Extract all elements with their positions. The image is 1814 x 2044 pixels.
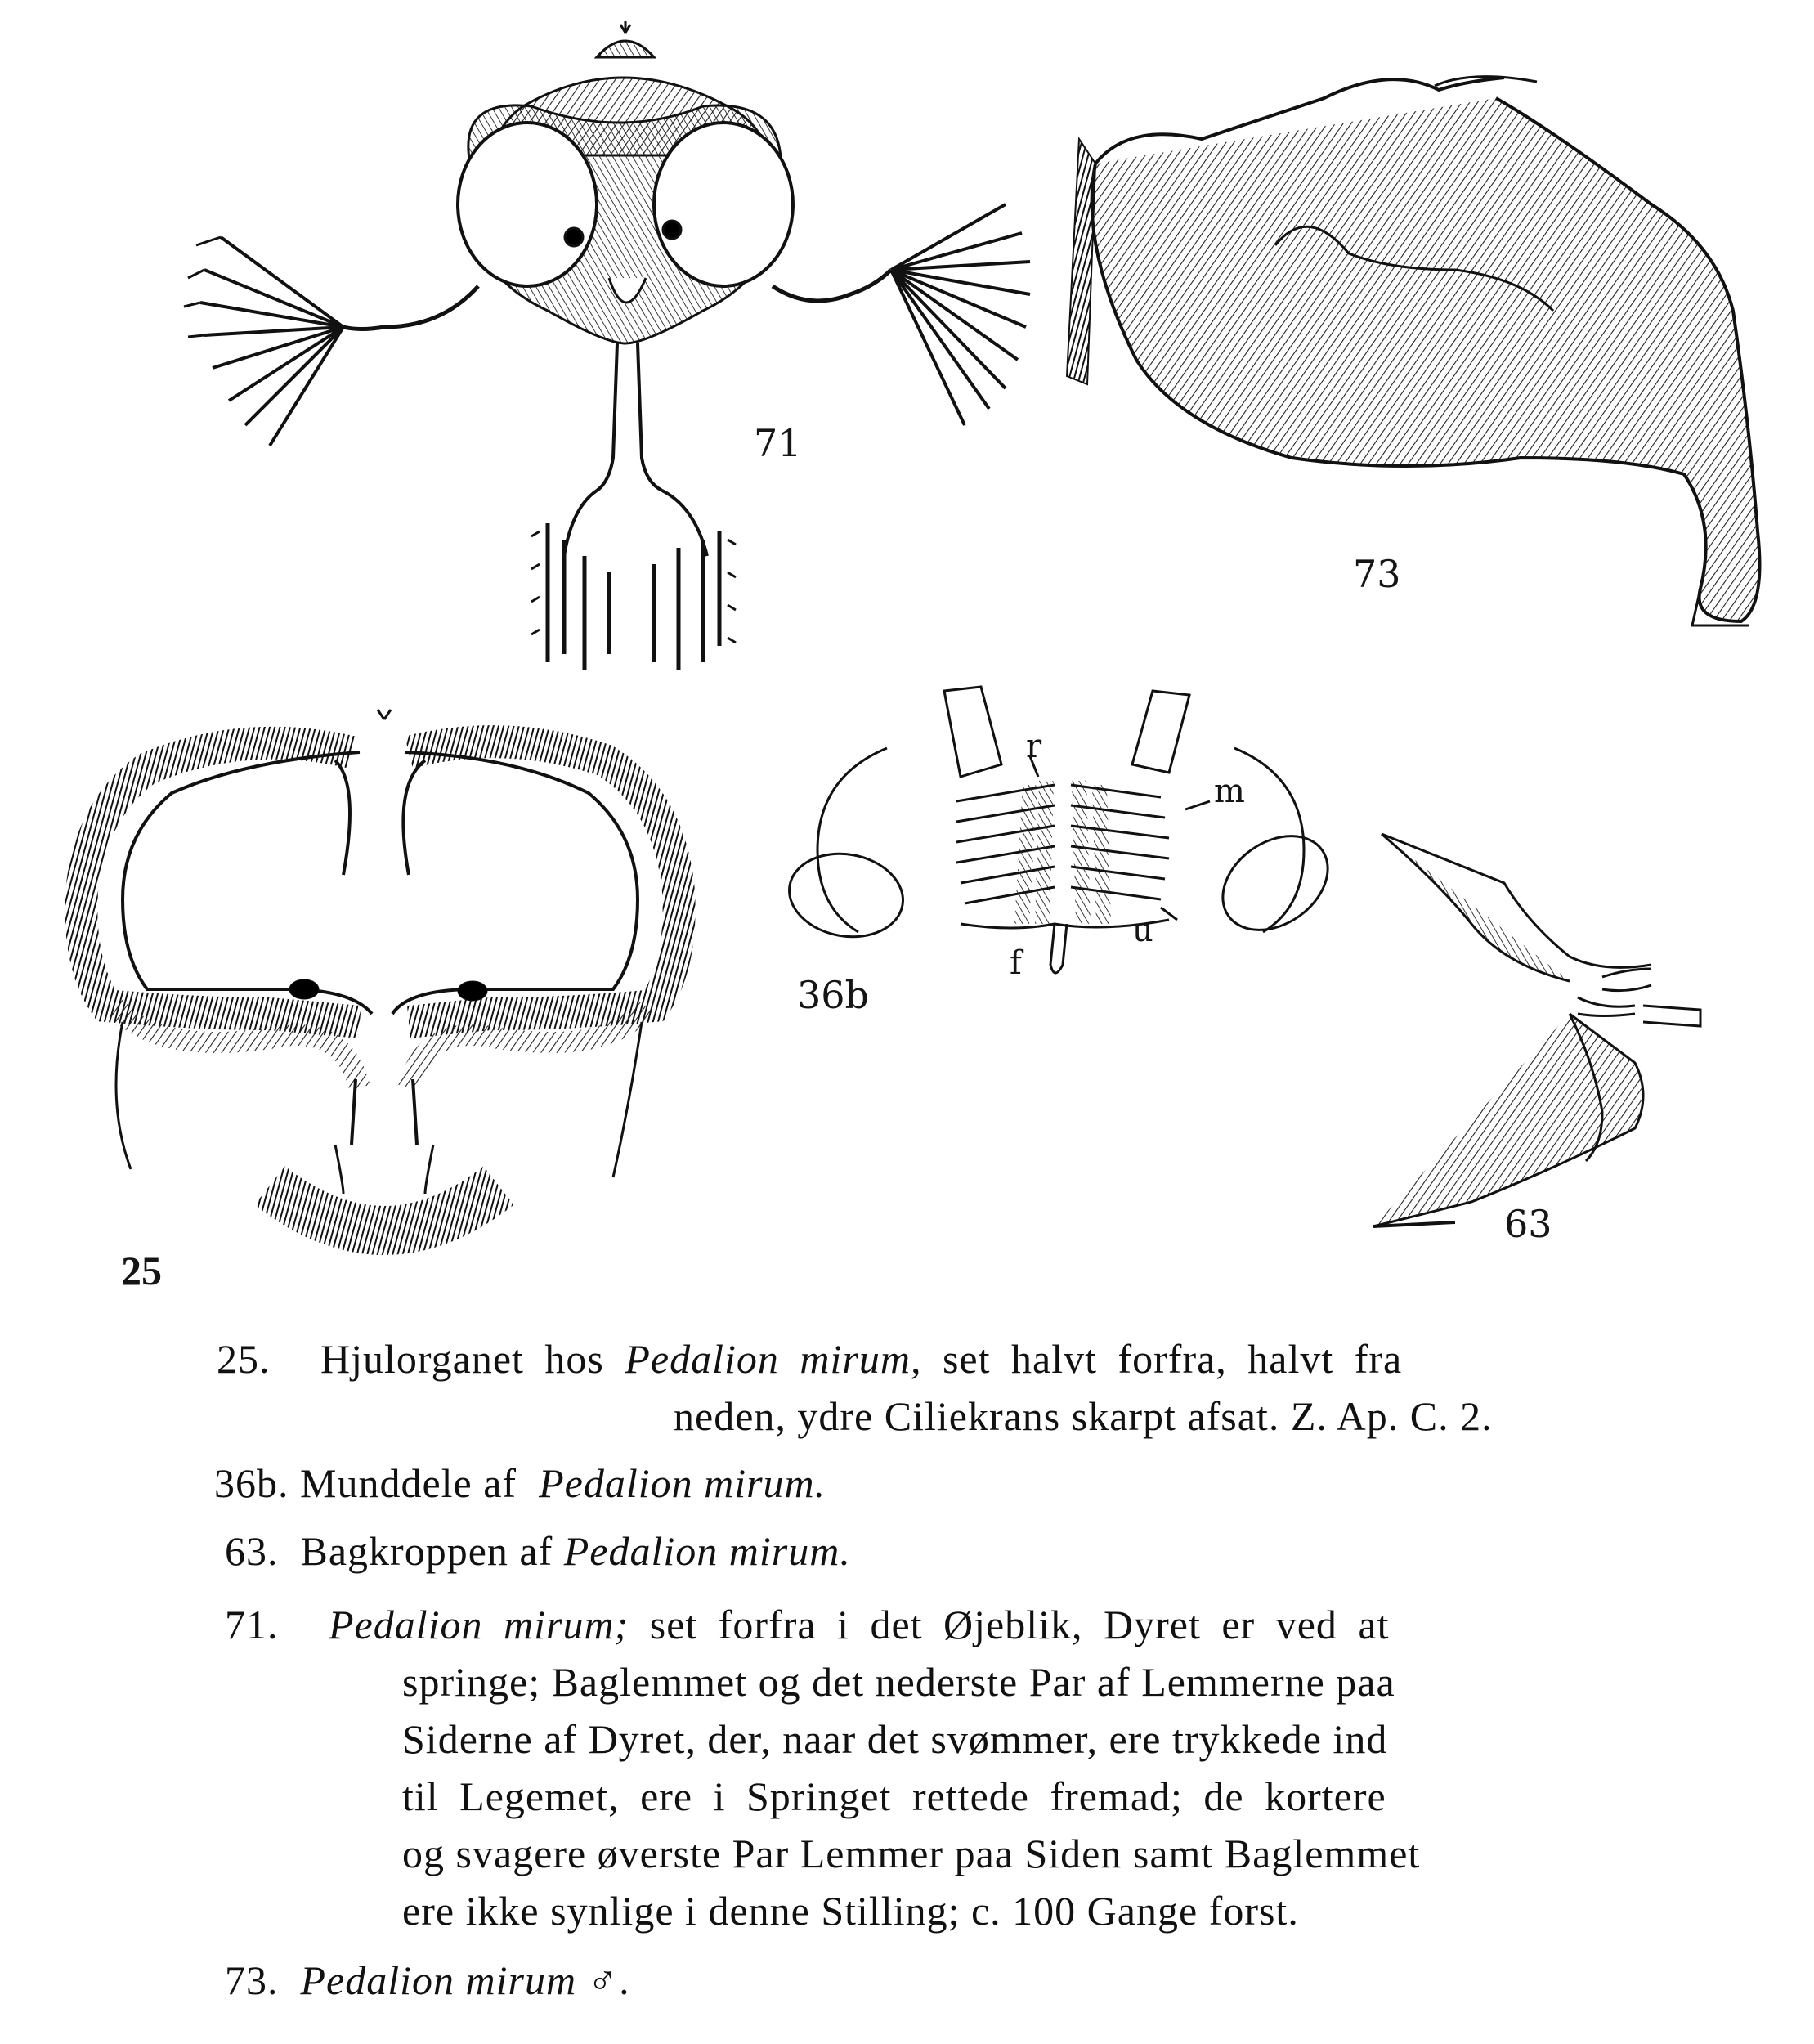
caption-25-number: 25.	[217, 1336, 271, 1382]
caption-63-number: 63.	[225, 1528, 279, 1574]
caption-71-text: set forfra i det Øjeblik, Dyret er ved at	[649, 1602, 1390, 1647]
figure-73-label: 73	[1353, 552, 1401, 596]
figure-36b-letter-u: u	[1132, 912, 1153, 949]
caption-73-species: Pedalion mirum	[300, 1957, 577, 2003]
figure-36b-letter-r: r	[1026, 728, 1042, 765]
caption-71-species: Pedalion mirum;	[329, 1602, 629, 1647]
caption-73-male-symbol: ♂.	[587, 1957, 630, 2003]
caption-71-line3: Siderne af Dyret, der, naar det svømmer, ere trykkede ind	[402, 1716, 1388, 1762]
caption-71-line4: til Legemet, ere i Springet rettede fremad; de kortere	[402, 1773, 1386, 1819]
caption-63-species: Pedalion mirum.	[563, 1528, 851, 1574]
caption-71-line1	[329, 1601, 1389, 1648]
caption-73	[225, 1957, 630, 2004]
figure-36b-letter-m: m	[1214, 773, 1245, 810]
caption-25-text-post: set halvt forfra, halvt fra	[942, 1336, 1403, 1382]
figure-36b-letter-f: f	[1010, 944, 1022, 982]
figure-25-label: 25	[121, 1248, 162, 1293]
caption-36b-species: Pedalion mirum.	[539, 1460, 826, 1506]
caption-63-text: Bagkroppen af	[300, 1528, 553, 1574]
caption-71-line6: ere ikke synlige i denne Stilling; c. 100 Gange forst.	[402, 1888, 1299, 1934]
caption-71-number: 71.	[225, 1602, 279, 1647]
caption-36b	[214, 1459, 826, 1507]
caption-36b-number: 36b.	[214, 1460, 289, 1506]
caption-71-line2: springe; Baglemmet og det nederste Par af Lemmerne paa	[402, 1659, 1395, 1705]
caption-71-line5: og svagere øverste Par Lemmer paa Siden samt Baglemmet	[402, 1831, 1421, 1876]
caption-25-line2: neden, ydre Ciliekrans skarpt afsat. Z. Ap. C. 2.	[674, 1393, 1493, 1439]
caption-25-line1	[320, 1335, 1402, 1383]
caption-36b-text: Munddele af	[300, 1460, 517, 1506]
caption-73-number: 73.	[225, 1957, 279, 2003]
caption-63	[225, 1527, 851, 1575]
figure-71-label: 71	[754, 421, 802, 465]
caption-25-species: Pedalion mirum,	[625, 1336, 922, 1382]
caption-25-text: Hjulorganet hos	[320, 1336, 604, 1382]
figure-63-label: 63	[1504, 1202, 1552, 1246]
figure-36b-label: 36b	[797, 973, 869, 1017]
